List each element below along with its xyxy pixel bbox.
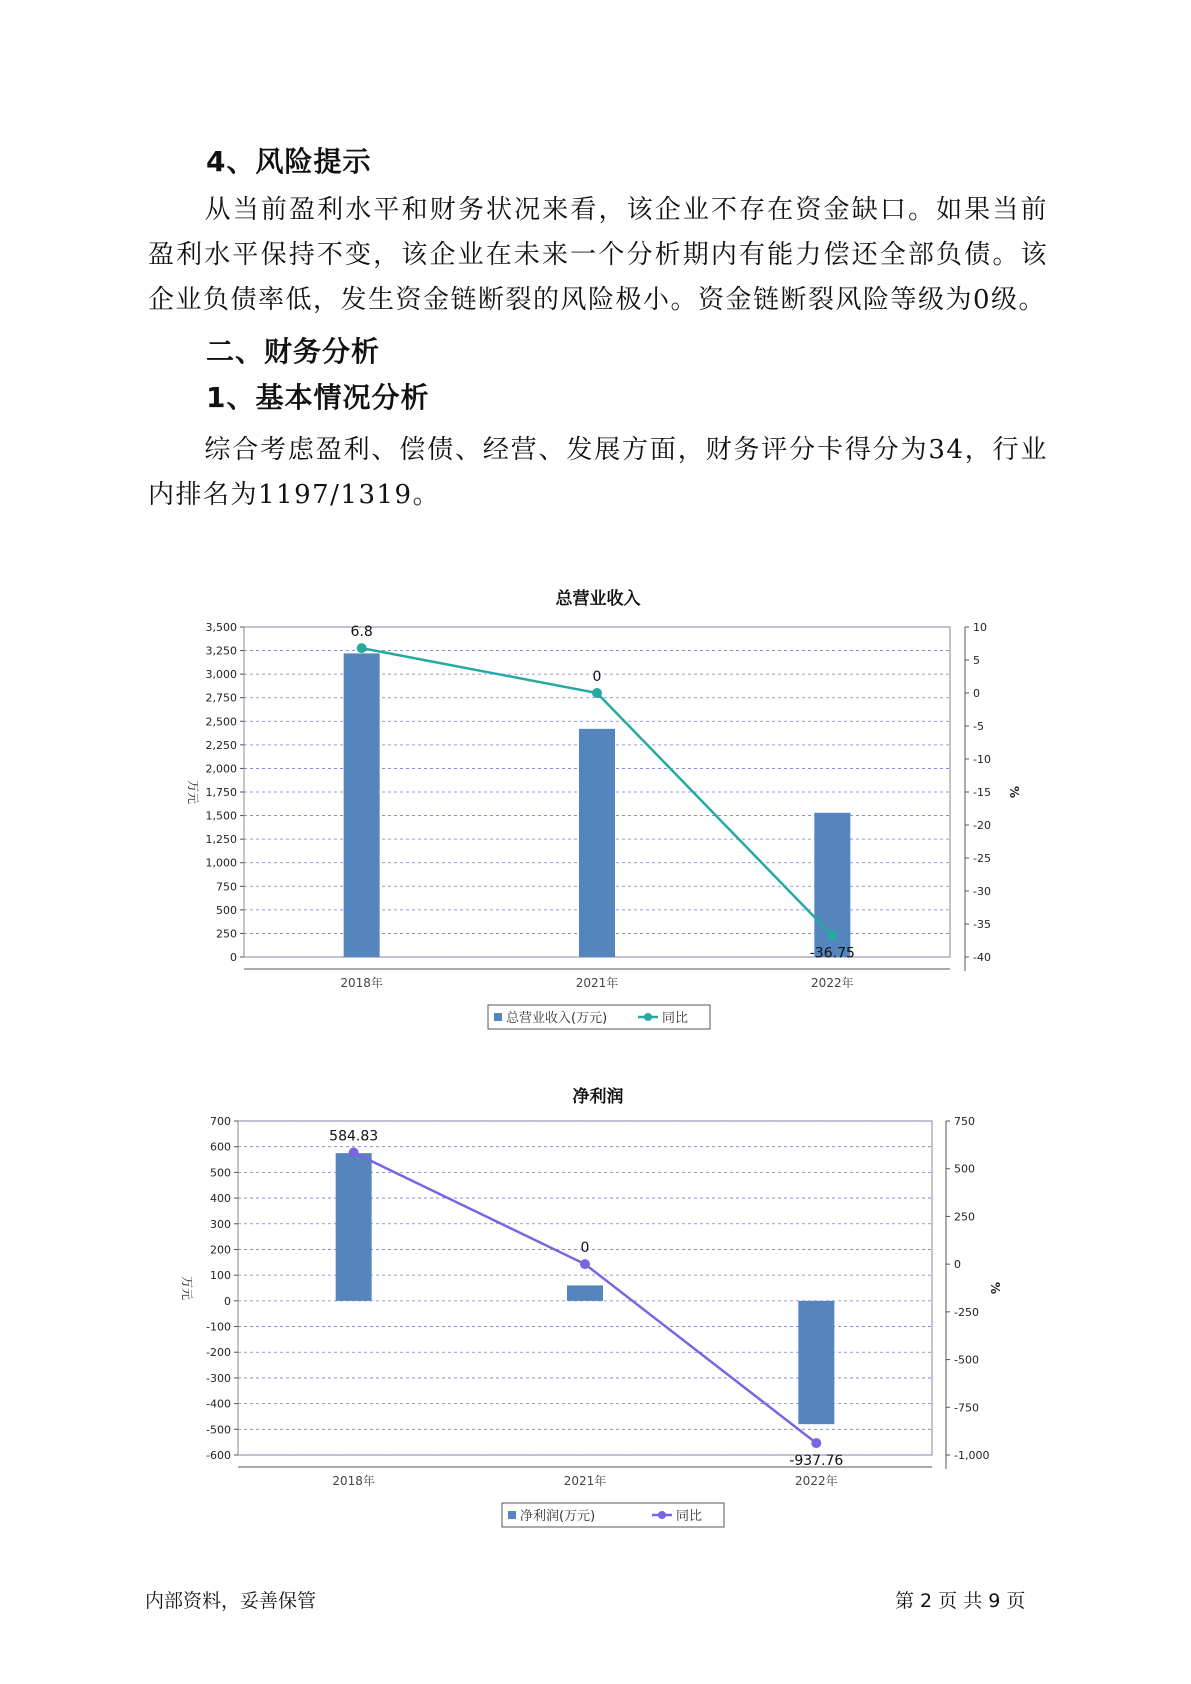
y-tick-label: 2,500 (205, 715, 237, 729)
y-tick-label: 2,250 (205, 738, 237, 752)
y2-tick-label: -35 (973, 918, 991, 931)
footer-page-number: 第 2 页 共 9 页 (895, 1590, 1026, 1612)
bar (579, 729, 615, 957)
x-tick-label: 2021年 (563, 1474, 607, 1488)
y-tick-label: 700 (210, 1115, 231, 1128)
bar (344, 653, 380, 957)
y2-axis-label: % (988, 1281, 1002, 1295)
y2-tick-label: -30 (973, 885, 991, 898)
bar (336, 1153, 372, 1301)
y2-axis-label: % (1007, 785, 1021, 799)
y2-tick-label: 5 (973, 654, 980, 667)
y-tick-label: 500 (216, 903, 237, 917)
chart-net-profit-title: 净利润 (572, 1087, 624, 1107)
y2-tick-label: -40 (973, 951, 991, 964)
x-tick-label: 2021年 (575, 976, 619, 990)
legend-swatch-bar (508, 1511, 516, 1519)
line-point (827, 931, 837, 941)
y-axis-label: 万元 (180, 1275, 194, 1301)
y-tick-label: 2,750 (205, 691, 237, 705)
y2-tick-label: 250 (954, 1210, 975, 1224)
y-tick-label: 2,000 (205, 762, 237, 776)
legend-label-line: 同比 (676, 1509, 703, 1524)
y-tick-label: 0 (224, 1294, 231, 1308)
x-tick-label: 2022年 (811, 976, 854, 990)
x-tick-label: 2018年 (340, 976, 383, 990)
y2-tick-label: 0 (973, 687, 980, 700)
legend-swatch-bar (494, 1013, 502, 1021)
line-point (349, 1148, 359, 1158)
chart-net-profit (170, 1115, 1030, 1540)
x-tick-label: 2018年 (332, 1474, 375, 1488)
y-tick-label: 600 (210, 1140, 231, 1154)
y-tick-label: 500 (210, 1166, 231, 1180)
paragraph-basic-analysis-text: 综合考虑盈利、偿债、经营、发展方面，财务评分卡得分为34，行业内排名为1197/1319。 (148, 435, 1048, 510)
y2-tick-label: -5 (973, 720, 984, 733)
y-tick-label: 3,000 (205, 668, 237, 682)
paragraph-basic-analysis (148, 428, 1048, 518)
y2-tick-label: -15 (973, 786, 991, 799)
y-tick-label: 0 (230, 951, 237, 964)
line-point (357, 643, 367, 653)
y-tick-label: 400 (210, 1192, 231, 1206)
footer-note: 内部资料，妥善保管 (145, 1590, 317, 1612)
legend-label-line: 同比 (662, 1011, 689, 1026)
data-label: -36.75 (809, 945, 855, 962)
y-tick-label: 250 (216, 927, 237, 941)
data-label: -937.76 (789, 1453, 844, 1470)
paragraph-risk-text: 从当前盈利水平和财务状况来看，该企业不存在资金缺口。如果当前盈利水平保持不变，该企业在未来一个分析期内有能力偿还全部负债。该企业负债率低，发生资金链断裂的风险极小。资金链断裂风险等级为0级。 (148, 195, 1048, 315)
line-point (811, 1438, 821, 1448)
y-tick-label: 1,500 (205, 809, 237, 823)
legend-label-bar: 净利润(万元) (520, 1509, 596, 1524)
y-tick-label: 3,500 (205, 621, 237, 634)
y-tick-label: 1,750 (205, 786, 237, 799)
y-tick-label: -600 (206, 1449, 231, 1462)
paragraph-risk (148, 188, 1048, 323)
y-tick-label: 3,250 (205, 644, 237, 658)
y-tick-label: -300 (206, 1371, 231, 1385)
y2-tick-label: -750 (954, 1401, 979, 1415)
legend-swatch-point (658, 1511, 666, 1519)
y-tick-label: -200 (206, 1346, 231, 1360)
y2-tick-label: 750 (954, 1115, 975, 1128)
heading-finance: 二、财务分析 (206, 335, 381, 368)
y-axis-label: 万元 (186, 779, 200, 805)
y2-tick-label: -25 (973, 852, 991, 865)
heading-basic-analysis: 1、基本情况分析 (206, 381, 430, 414)
y-tick-label: -500 (206, 1423, 231, 1437)
y-tick-label: 300 (210, 1217, 231, 1231)
data-label: 0 (580, 1240, 590, 1257)
y2-tick-label: -1,000 (954, 1449, 990, 1462)
y-tick-label: -100 (206, 1320, 231, 1334)
y2-tick-label: -10 (973, 753, 991, 766)
y2-tick-label: 0 (954, 1258, 961, 1272)
heading-risk: 4、风险提示 (206, 145, 372, 178)
data-label: 0 (592, 669, 602, 685)
y-tick-label: 200 (210, 1243, 231, 1257)
y-tick-label: 100 (210, 1269, 231, 1283)
legend-swatch-point (644, 1013, 652, 1021)
y-tick-label: 1,250 (205, 833, 237, 847)
bar (567, 1285, 603, 1300)
y2-tick-label: 10 (973, 621, 987, 634)
line-point (592, 688, 602, 698)
line-point (580, 1259, 590, 1269)
data-label: 584.83 (329, 1128, 379, 1145)
legend-label-bar: 总营业收入(万元) (506, 1011, 608, 1026)
y2-tick-label: 500 (954, 1162, 975, 1176)
y-tick-label: -400 (206, 1397, 231, 1411)
y2-tick-label: -250 (954, 1305, 979, 1319)
y-tick-label: 750 (216, 880, 237, 894)
bar (798, 1301, 834, 1424)
x-tick-label: 2022年 (795, 1474, 838, 1488)
chart-revenue (170, 615, 1030, 1035)
y2-tick-label: -20 (973, 819, 991, 832)
y2-tick-label: -500 (954, 1353, 979, 1367)
y-tick-label: 1,000 (205, 856, 237, 870)
data-label: 6.8 (350, 624, 373, 641)
chart-revenue-title: 总营业收入 (555, 589, 641, 609)
